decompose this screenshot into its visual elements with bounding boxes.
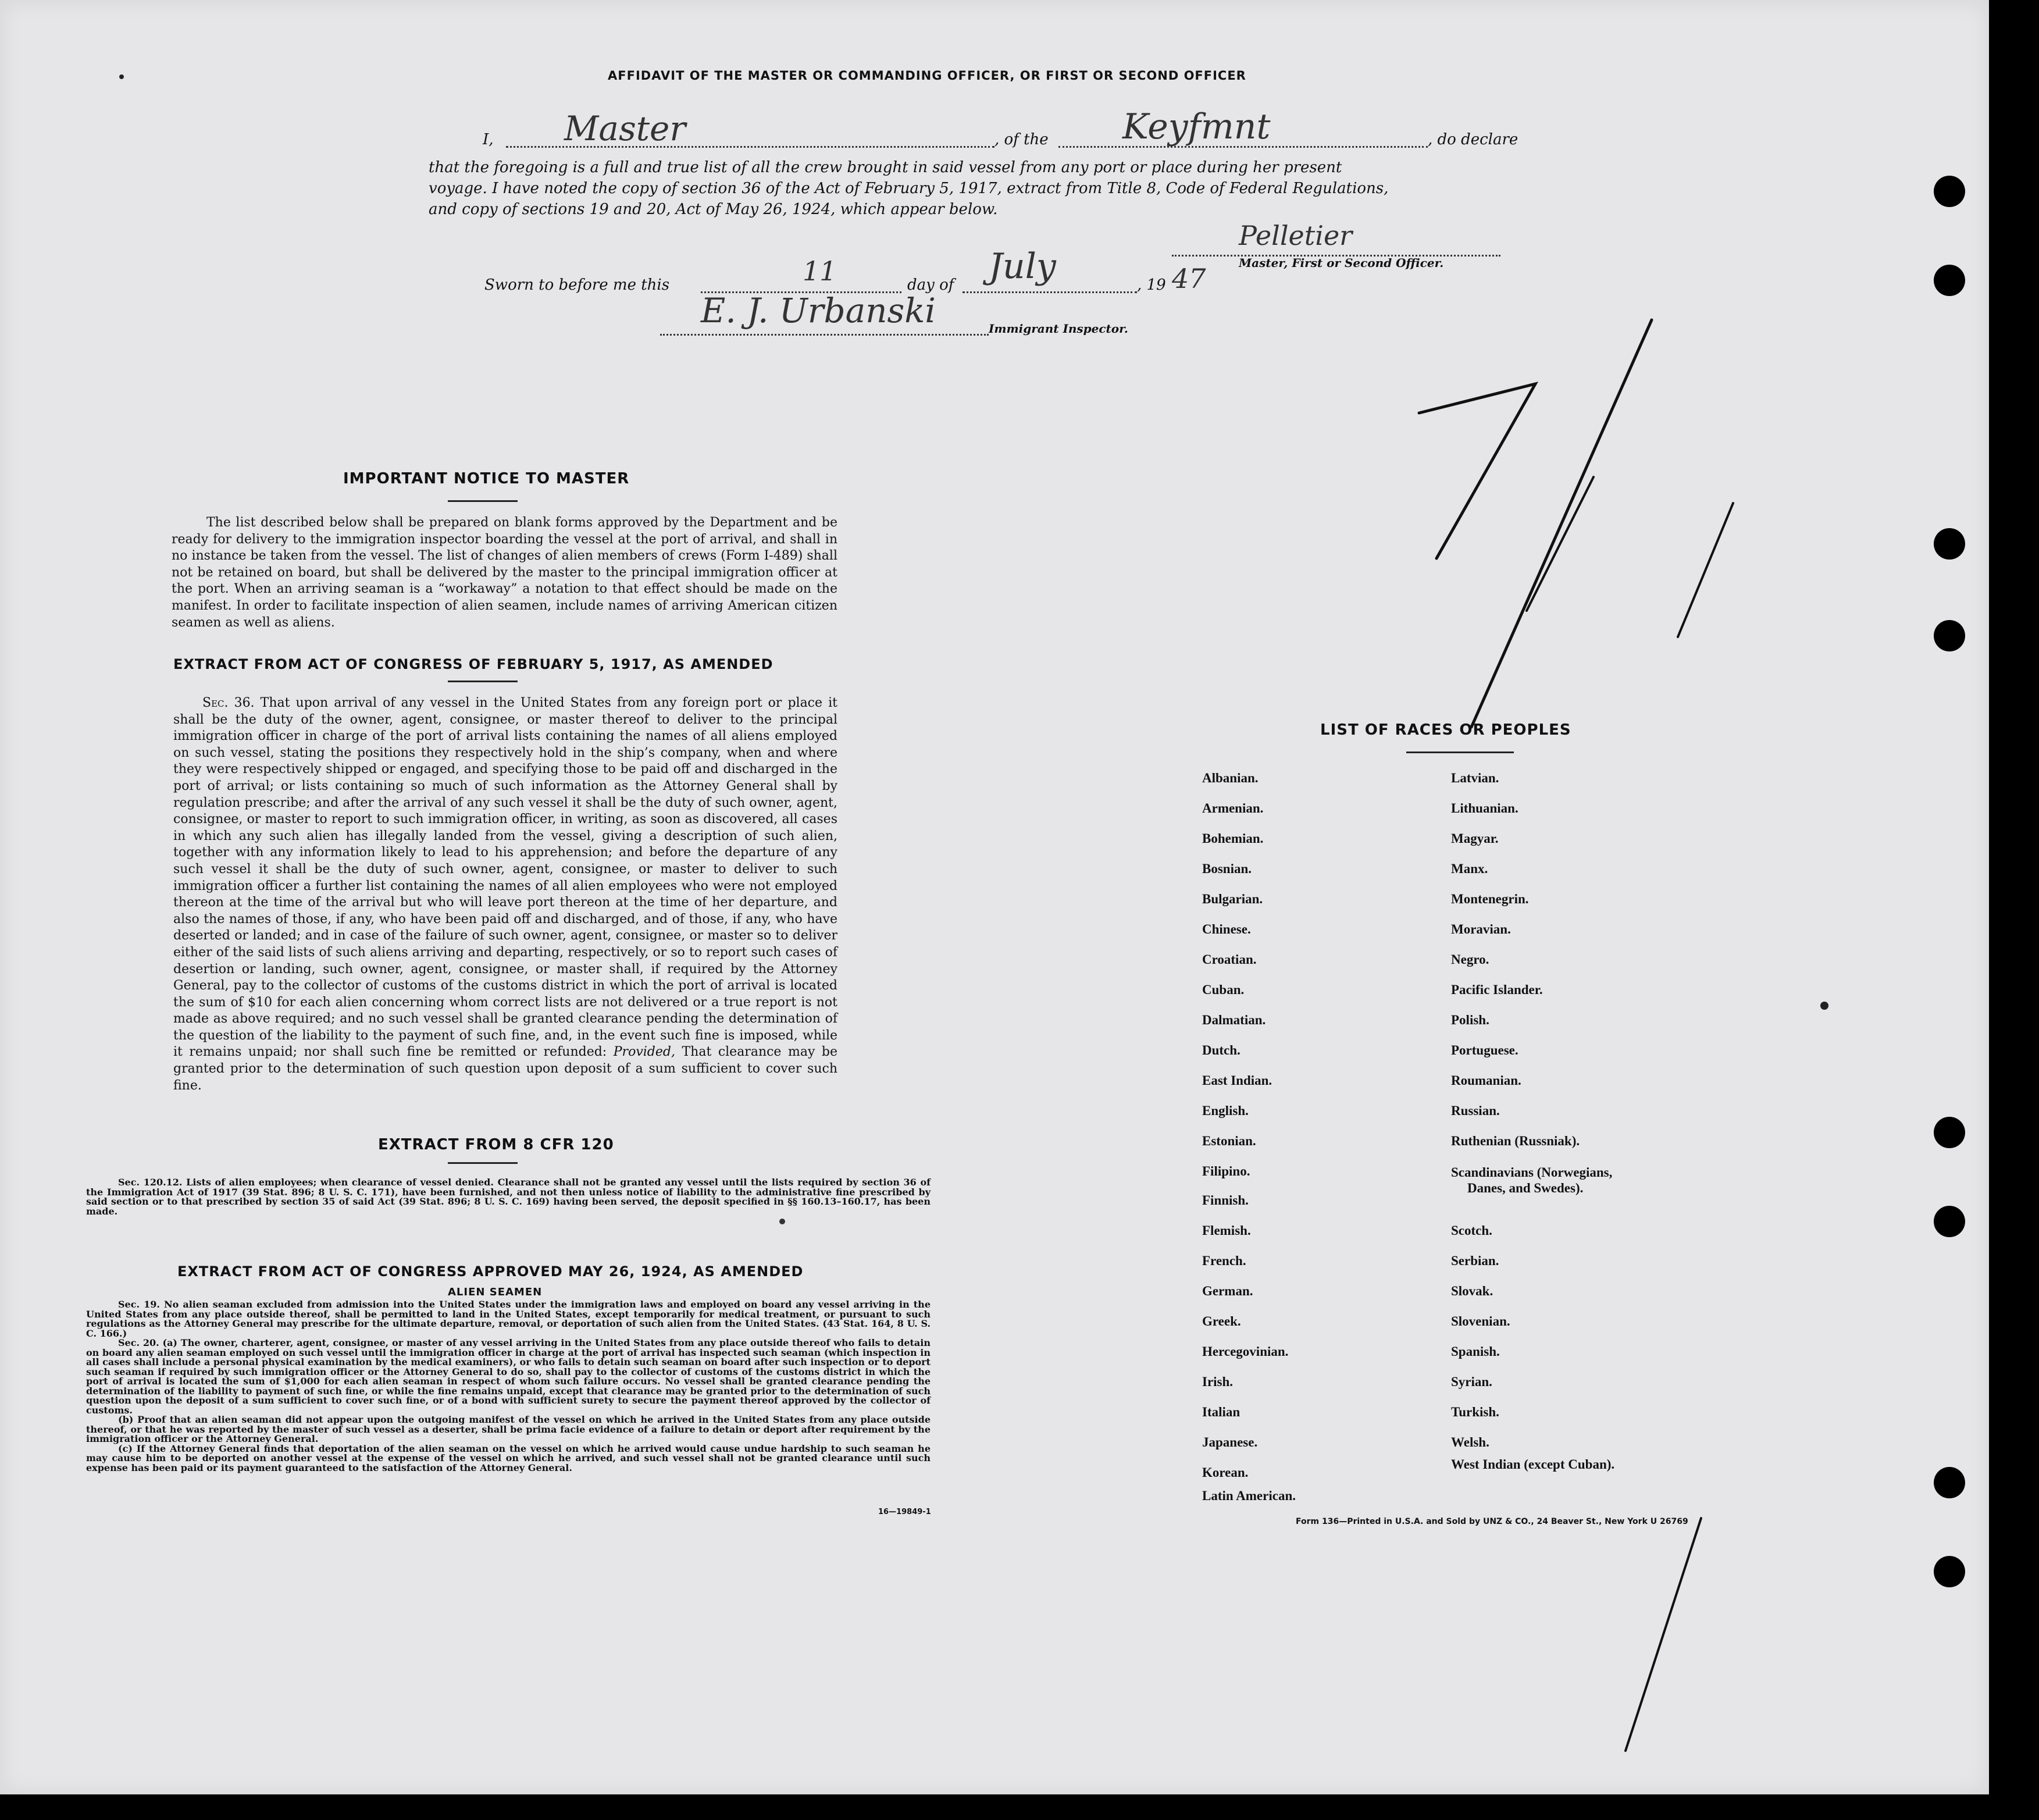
race-item: Spanish. [1451, 1344, 1500, 1359]
affidavit-i: I, [483, 131, 494, 148]
race-item: Pacific Islander. [1451, 982, 1543, 997]
race-item: English. [1202, 1103, 1249, 1118]
race-item: Armenian. [1202, 801, 1264, 815]
year-prefix: , 19 [1137, 276, 1166, 294]
extract-1924-body [86, 1300, 931, 1473]
race-item: Flemish. [1202, 1223, 1251, 1238]
race-item: West Indian (except Cuban). [1451, 1457, 1615, 1472]
race-item: Manx. [1451, 861, 1488, 876]
race-item: Scandinavians (Norwegians, [1451, 1165, 1613, 1180]
handwritten-marks [1384, 302, 1768, 1757]
race-item: Bosnian. [1202, 861, 1252, 876]
inspector-field [660, 291, 989, 336]
race-item: Filipino. [1202, 1164, 1250, 1178]
race-item: Ruthenian (Russniak). [1451, 1134, 1580, 1148]
race-item: Latvian. [1451, 771, 1499, 785]
race-item: Portuguese. [1451, 1043, 1518, 1057]
cfr-title: EXTRACT FROM 8 CFR 120 [378, 1136, 614, 1153]
race-item: Irish. [1202, 1374, 1234, 1389]
punch-hole [1934, 1117, 1965, 1148]
race-item: Greek. [1202, 1314, 1241, 1329]
race-item: Chinese. [1202, 922, 1251, 936]
affidavit-title: AFFIDAVIT OF THE MASTER OR COMMANDING OFFICER, OR FIRST OR SECOND OFFICER [608, 69, 1246, 83]
race-item: Dalmatian. [1202, 1013, 1266, 1027]
race-item: Dutch. [1202, 1043, 1240, 1057]
day-field [701, 255, 901, 293]
ink-dot [779, 1219, 785, 1224]
race-item: Slovenian. [1451, 1314, 1510, 1329]
race-item: Turkish. [1451, 1405, 1499, 1419]
punch-hole [1934, 620, 1965, 651]
race-item: Scotch. [1451, 1223, 1492, 1238]
punch-hole [1934, 1467, 1965, 1498]
race-item: Bohemian. [1202, 831, 1264, 846]
cfr-rule [448, 1162, 518, 1164]
handwritten-vessel: Keyfmnt [1122, 106, 1271, 147]
sec-20c: (c) If the Attorney General finds that deportation of the alien seaman on the vessel on which he arrived would cause undue hardship to such seaman he may cause him to be deported on another vessel at the expense of the vessel on which he arrived, and such vessel shall not be granted clearance until such expense has been paid or its payment guaranteed to the satisfaction of the Attorney General. [86, 1443, 931, 1473]
of-the-label: , of the [994, 131, 1049, 148]
race-item: Japanese. [1202, 1435, 1258, 1449]
race-item: Estonian. [1202, 1134, 1256, 1148]
handwritten-month: July [989, 246, 1056, 287]
form-code: 16—19849-1 [878, 1508, 931, 1516]
ink-dot [119, 74, 124, 79]
races-title: LIST OF RACES OR PEOPLES [1320, 721, 1571, 739]
extract-1917-body: Sec. 36. That upon arrival of any vessel in the United States from any foreign port or place it shall be the duty of the owner, agent, consignee, or master thereof to deliver to the principal immigration officer in charge of the port of arrival lists containing the names of all aliens employed on such vessel, stating the positions they respectively hold in the ship’s company, when and where they were respectively shipped or engaged, and specifying those to be paid off and discharged in the port of arrival; or lists containing so much of such information as the Attorney General shall by regulation prescribe; and after the arrival of any such vessel it shall be the duty of such owner, agent, consignee, or master to report to such immigration officer, in writing, as soon as discovered, all cases in which any such alien has illegally landed from the vessel, giving a description of such alien, together with any information likely to lead to his apprehension; and before the departure of any such vessel it shall be the duty of such owner, agent, consignee, or master to deliver to such immigration officer a further list containing the names of all alien employees who were not employed thereon at the time of the arrival but who will leave port thereon at the time of her departure, and also the names of those, if any, who have been paid off and discharged, and of those, if any, who have deserted or landed; and in case of the failure of such owner, agent, consignee, or master so to deliver either of the said lists of such aliens arriving and departing, respectively, or so to report such cases of desertion or landing, such owner, agent, consignee, or master shall, if required by the Attorney General, pay to the collector of customs of the customs district in which the port of arrival is located the sum of $10 for each alien concerning whom correct lists are not delivered or a true report is not made as above required; and no such vessel shall be granted clearance pending the determination of the question of the liability to the payment of such fine, and, in the event such fine is imposed, while it remains unpaid; nor shall such fine be remitted or refunded: Provided, That clearance may be granted prior to the determination of such question upon deposit of a sum sufficient to cover such fine. [173, 696, 837, 1093]
race-item: Latin American. [1202, 1488, 1296, 1503]
punch-hole [1934, 528, 1965, 560]
inspector-caption: Immigrant Inspector. [989, 322, 1128, 336]
race-item: Slovak. [1451, 1284, 1493, 1298]
race-item: Polish. [1451, 1013, 1489, 1027]
notice-body: The list described below shall be prepared on blank forms approved by the Department and be ready for delivery to the immigration inspector boarding the vessel at the port of arrival, and shall in no instance be taken from the vessel. The list of changes of alien members of crews (Form I-489) shall not be retained on board, but shall be delivered by the master to the principal immigration officer at the port. When an arriving seaman is a “workaway” a notation to that effect should be made on the manifest. In order to facilitate inspection of alien seamen, include names of arriving American citizen seamen as well as aliens. [172, 515, 837, 630]
race-item: Finnish. [1202, 1193, 1249, 1208]
extract-1924-subtitle: ALIEN SEAMEN [448, 1286, 543, 1298]
cfr-body: Sec. 120.12. Lists of alien employees; when clearance of vessel denied. Clearance shall not be granted any vessel until the lists required by section 36 of the Immigration Act of 1917 (39 Stat. 896; 8 U. S. C. 171), have been furnished, and not then unless notice of liability to the administrative fine prescribed by said section or to that prescribed by section 35 of said Act (39 Stat. 896; 8 U. S. C. 169) having been served, the deposit specified in §§ 160.13–160.17, has been made. [86, 1177, 931, 1217]
handwritten-day: 11 [803, 255, 837, 287]
handwritten-inspector: E. J. Urbanski [701, 291, 936, 330]
extract-1924-title: EXTRACT FROM ACT OF CONGRESS APPROVED MAY 26, 1924, AS AMENDED [177, 1263, 804, 1280]
punch-hole [1934, 1556, 1965, 1587]
do-declare-label: , do declare [1428, 131, 1518, 148]
race-item: Albanian. [1202, 771, 1259, 785]
sec-20a: Sec. 20. (a) The owner, charterer, agent, consignee, or master of any vessel arriving in the United States from any place outside thereof who fails to detain on board any alien seaman employed on such vessel until the immigration officer in charge at the port of arrival has inspected such seaman (which inspection in all cases shall include a personal physical examination by the medical examiners), or who fails to detain such seaman on board after such inspection or to deport such seaman if required by such immigration officer or the Attorney General to do so, shall pay to the collector of customs of the customs district in which the port of arrival is located the sum of $1,000 for each alien seaman in respect of whom such failure occurs. No vessel shall be granted clearance pending the determination of the liability to payment of such fine, or while the fine remains unpaid, except that clearance may be granted prior to the determination of such question upon the deposit of a sum sufficient to cover such fine, or of a bond with sufficient surety to secure the payment thereof approved by the collector of customs. [86, 1337, 931, 1416]
extract-1917-rule [448, 681, 518, 682]
vessel-field [1058, 106, 1428, 148]
punch-hole [1934, 265, 1965, 296]
race-item: Magyar. [1451, 831, 1499, 846]
race-item: Serbian. [1451, 1253, 1499, 1268]
race-item: Welsh. [1451, 1435, 1489, 1449]
punch-hole [1934, 176, 1965, 207]
race-item: Roumanian. [1451, 1073, 1521, 1088]
ink-dot [1820, 1002, 1828, 1010]
day-of-label: day of [907, 276, 954, 294]
race-item: Moravian. [1451, 922, 1511, 936]
sec-19: Sec. 19. No alien seaman excluded from admission into the United States under the immigration laws and employed on board any vessel arriving in the United States from any place outside thereof, shall be permitted to land in the United States, except temporarily for medical treatment, or pursuant to such regulations as the Attorney General may prescribe for the ultimate departure, removal, or deportation of such alien from the United States. (43 Stat. 164, 8 U. S. C. 166.) [86, 1299, 931, 1339]
race-item: East Indian. [1202, 1073, 1272, 1088]
extract-1917-title: EXTRACT FROM ACT OF CONGRESS OF FEBRUARY 5, 1917, AS AMENDED [173, 656, 773, 672]
master-field [506, 109, 994, 148]
race-item: Negro. [1451, 952, 1489, 967]
race-item: Cuban. [1202, 982, 1245, 997]
handwritten-signature: Pelletier [1239, 220, 1353, 251]
affidavit-declaration: that the foregoing is a full and true list of all the crew brought in said vessel from any port or place during her present voyage. I have noted the copy of section 36 of the Act of February 5, 1917, extract from Title 8, Code of Federal Regulations, and copy of sections 19 and 20, Act of May 26, 1924, which appear below. [429, 159, 1389, 218]
month-field [963, 246, 1137, 293]
race-item: German. [1202, 1284, 1253, 1298]
handwritten-year: 47 [1172, 263, 1206, 294]
race-item: Korean. [1202, 1465, 1249, 1480]
footer-printer: Form 136—Printed in U.S.A. and Sold by UNZ & CO., 24 Beaver St., New York U 26769 [1296, 1517, 1688, 1526]
race-item: Russian. [1451, 1103, 1500, 1118]
race-item: Croatian. [1202, 952, 1257, 967]
handwritten-master: Master [564, 109, 686, 148]
race-item: Danes, and Swedes). [1467, 1181, 1584, 1195]
race-item: Bulgarian. [1202, 892, 1263, 906]
punch-hole [1934, 1206, 1965, 1237]
sec-20b: (b) Proof that an alien seaman did not appear upon the outgoing manifest of the vessel on which he arrived in the United States from any place outside thereof, or that he was reported by the master of such vessel as a deserter, shall be prima facie evidence of a failure to detain or deport after requirement by the immigration officer or the Attorney General. [86, 1414, 931, 1444]
notice-rule [448, 500, 518, 502]
race-item: Montenegrin. [1451, 892, 1529, 906]
race-item: French. [1202, 1253, 1246, 1268]
race-item: Italian [1202, 1405, 1240, 1419]
race-item: Hercegovinian. [1202, 1344, 1289, 1359]
race-item: Syrian. [1451, 1374, 1492, 1389]
signature-field [1172, 220, 1500, 257]
notice-title: IMPORTANT NOTICE TO MASTER [343, 470, 630, 487]
race-item: Lithuanian. [1451, 801, 1518, 815]
sworn-label: Sworn to before me this [484, 276, 670, 294]
signature-caption: Master, First or Second Officer. [1239, 256, 1444, 270]
